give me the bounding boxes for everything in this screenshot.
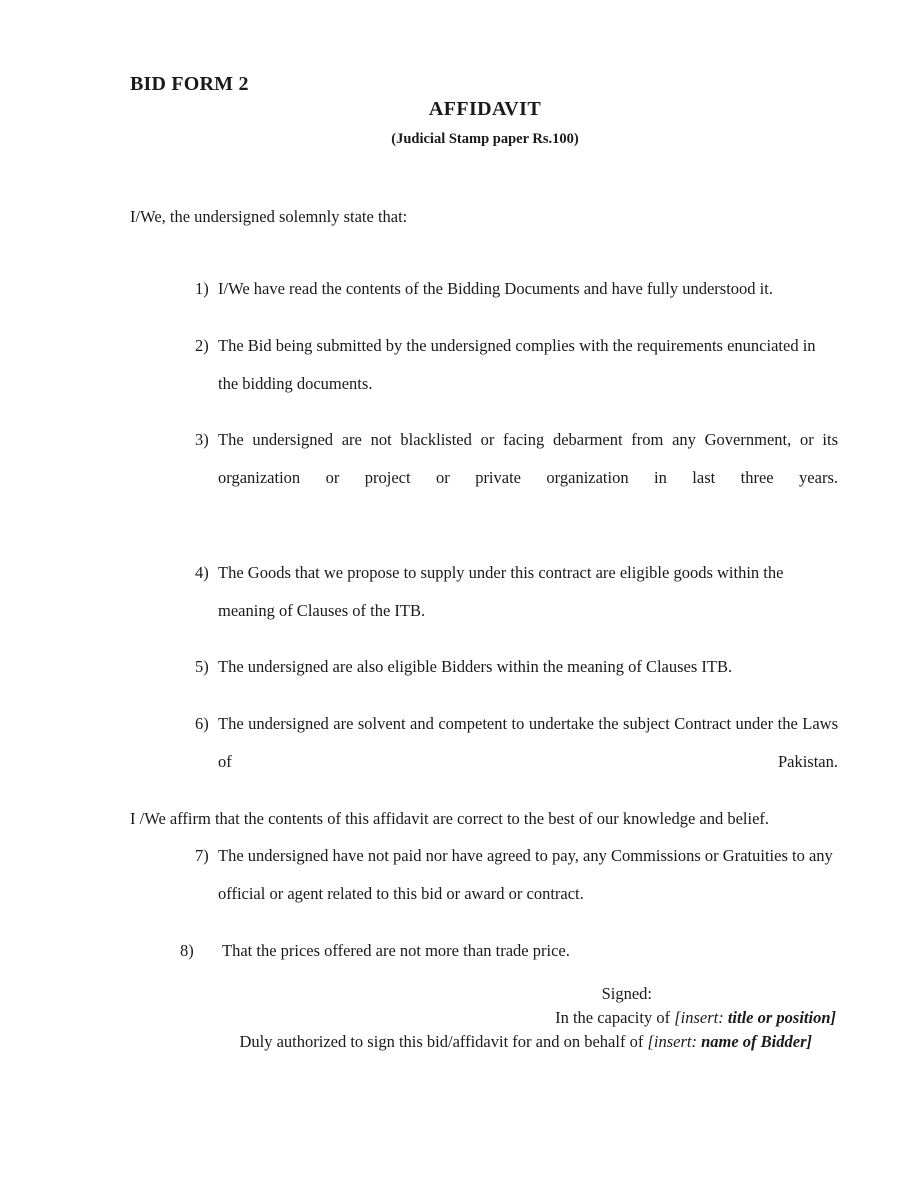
form-label: BID FORM 2 (130, 73, 249, 95)
intro-statement: I/We, the undersigned solemnly state that: (130, 207, 408, 226)
clause-text: The undersigned have not paid nor have agreed to pay, any Commissions or Gratuities to any official or agent related to this bid or award or contract. (218, 846, 833, 903)
clause-number: 5) (195, 657, 209, 676)
clause-number: 4) (195, 562, 209, 582)
clause-text: The Goods that we propose to supply under this contract are eligible goods within the meaning of Clauses of the ITB. (218, 562, 784, 620)
clause-text: That the prices offered are not more than trade price. (222, 940, 570, 960)
clause-text: I/We have read the contents of the Bidding Documents and have fully understood it. (218, 279, 773, 298)
clause-number: 8) (180, 940, 194, 960)
clause-number: 3) (195, 430, 209, 449)
clause-number: 6) (195, 713, 209, 733)
clause-item (195, 327, 838, 403)
clause-text: The undersigned are not blacklisted or facing debarment from any Government, or its organization or project or private organization in last three years. (218, 430, 838, 487)
signed-label: Signed: (601, 984, 652, 1003)
capacity-line (0, 1006, 838, 1030)
clause-number: 1) (195, 279, 209, 298)
authorized-placeholder: name of Bidder] (701, 1032, 812, 1051)
capacity-insert-word: [insert: (674, 1008, 728, 1027)
clause-number: 2) (195, 335, 209, 355)
page-title: AFFIDAVIT (428, 98, 542, 120)
clause-item (195, 648, 838, 686)
clause-item (195, 705, 838, 819)
signature-block (0, 982, 838, 1054)
authorized-prefix: Duly authorized to sign this bid/affidavit for and on behalf of (239, 1032, 648, 1051)
clause-list (130, 270, 838, 988)
clause-item (195, 554, 838, 630)
clause-number: 7) (195, 846, 209, 865)
clause-item (180, 932, 838, 970)
clause-text: The undersigned are solvent and competent to undertake the subject Contract under the Laws of Pakistan. (218, 713, 838, 771)
clause-text: The Bid being submitted by the undersigned complies with the requirements enunciated in the bidding documents. (218, 335, 816, 393)
clause-item (195, 421, 838, 535)
clause-text: The undersigned are also eligible Bidders within the meaning of Clauses ITB. (218, 657, 733, 676)
authorized-line (0, 1030, 838, 1054)
clause-item (195, 270, 838, 308)
affirmation-statement: I /We affirm that the contents of this affidavit are correct to the best of our knowledge and belief. (130, 809, 770, 828)
page-subtitle: (Judicial Stamp paper Rs.100) (391, 131, 579, 147)
capacity-prefix: In the capacity of (555, 1008, 675, 1027)
capacity-placeholder: title or position] (727, 1008, 836, 1027)
clause-item (195, 837, 838, 913)
authorized-insert-word: [insert: (647, 1032, 702, 1051)
